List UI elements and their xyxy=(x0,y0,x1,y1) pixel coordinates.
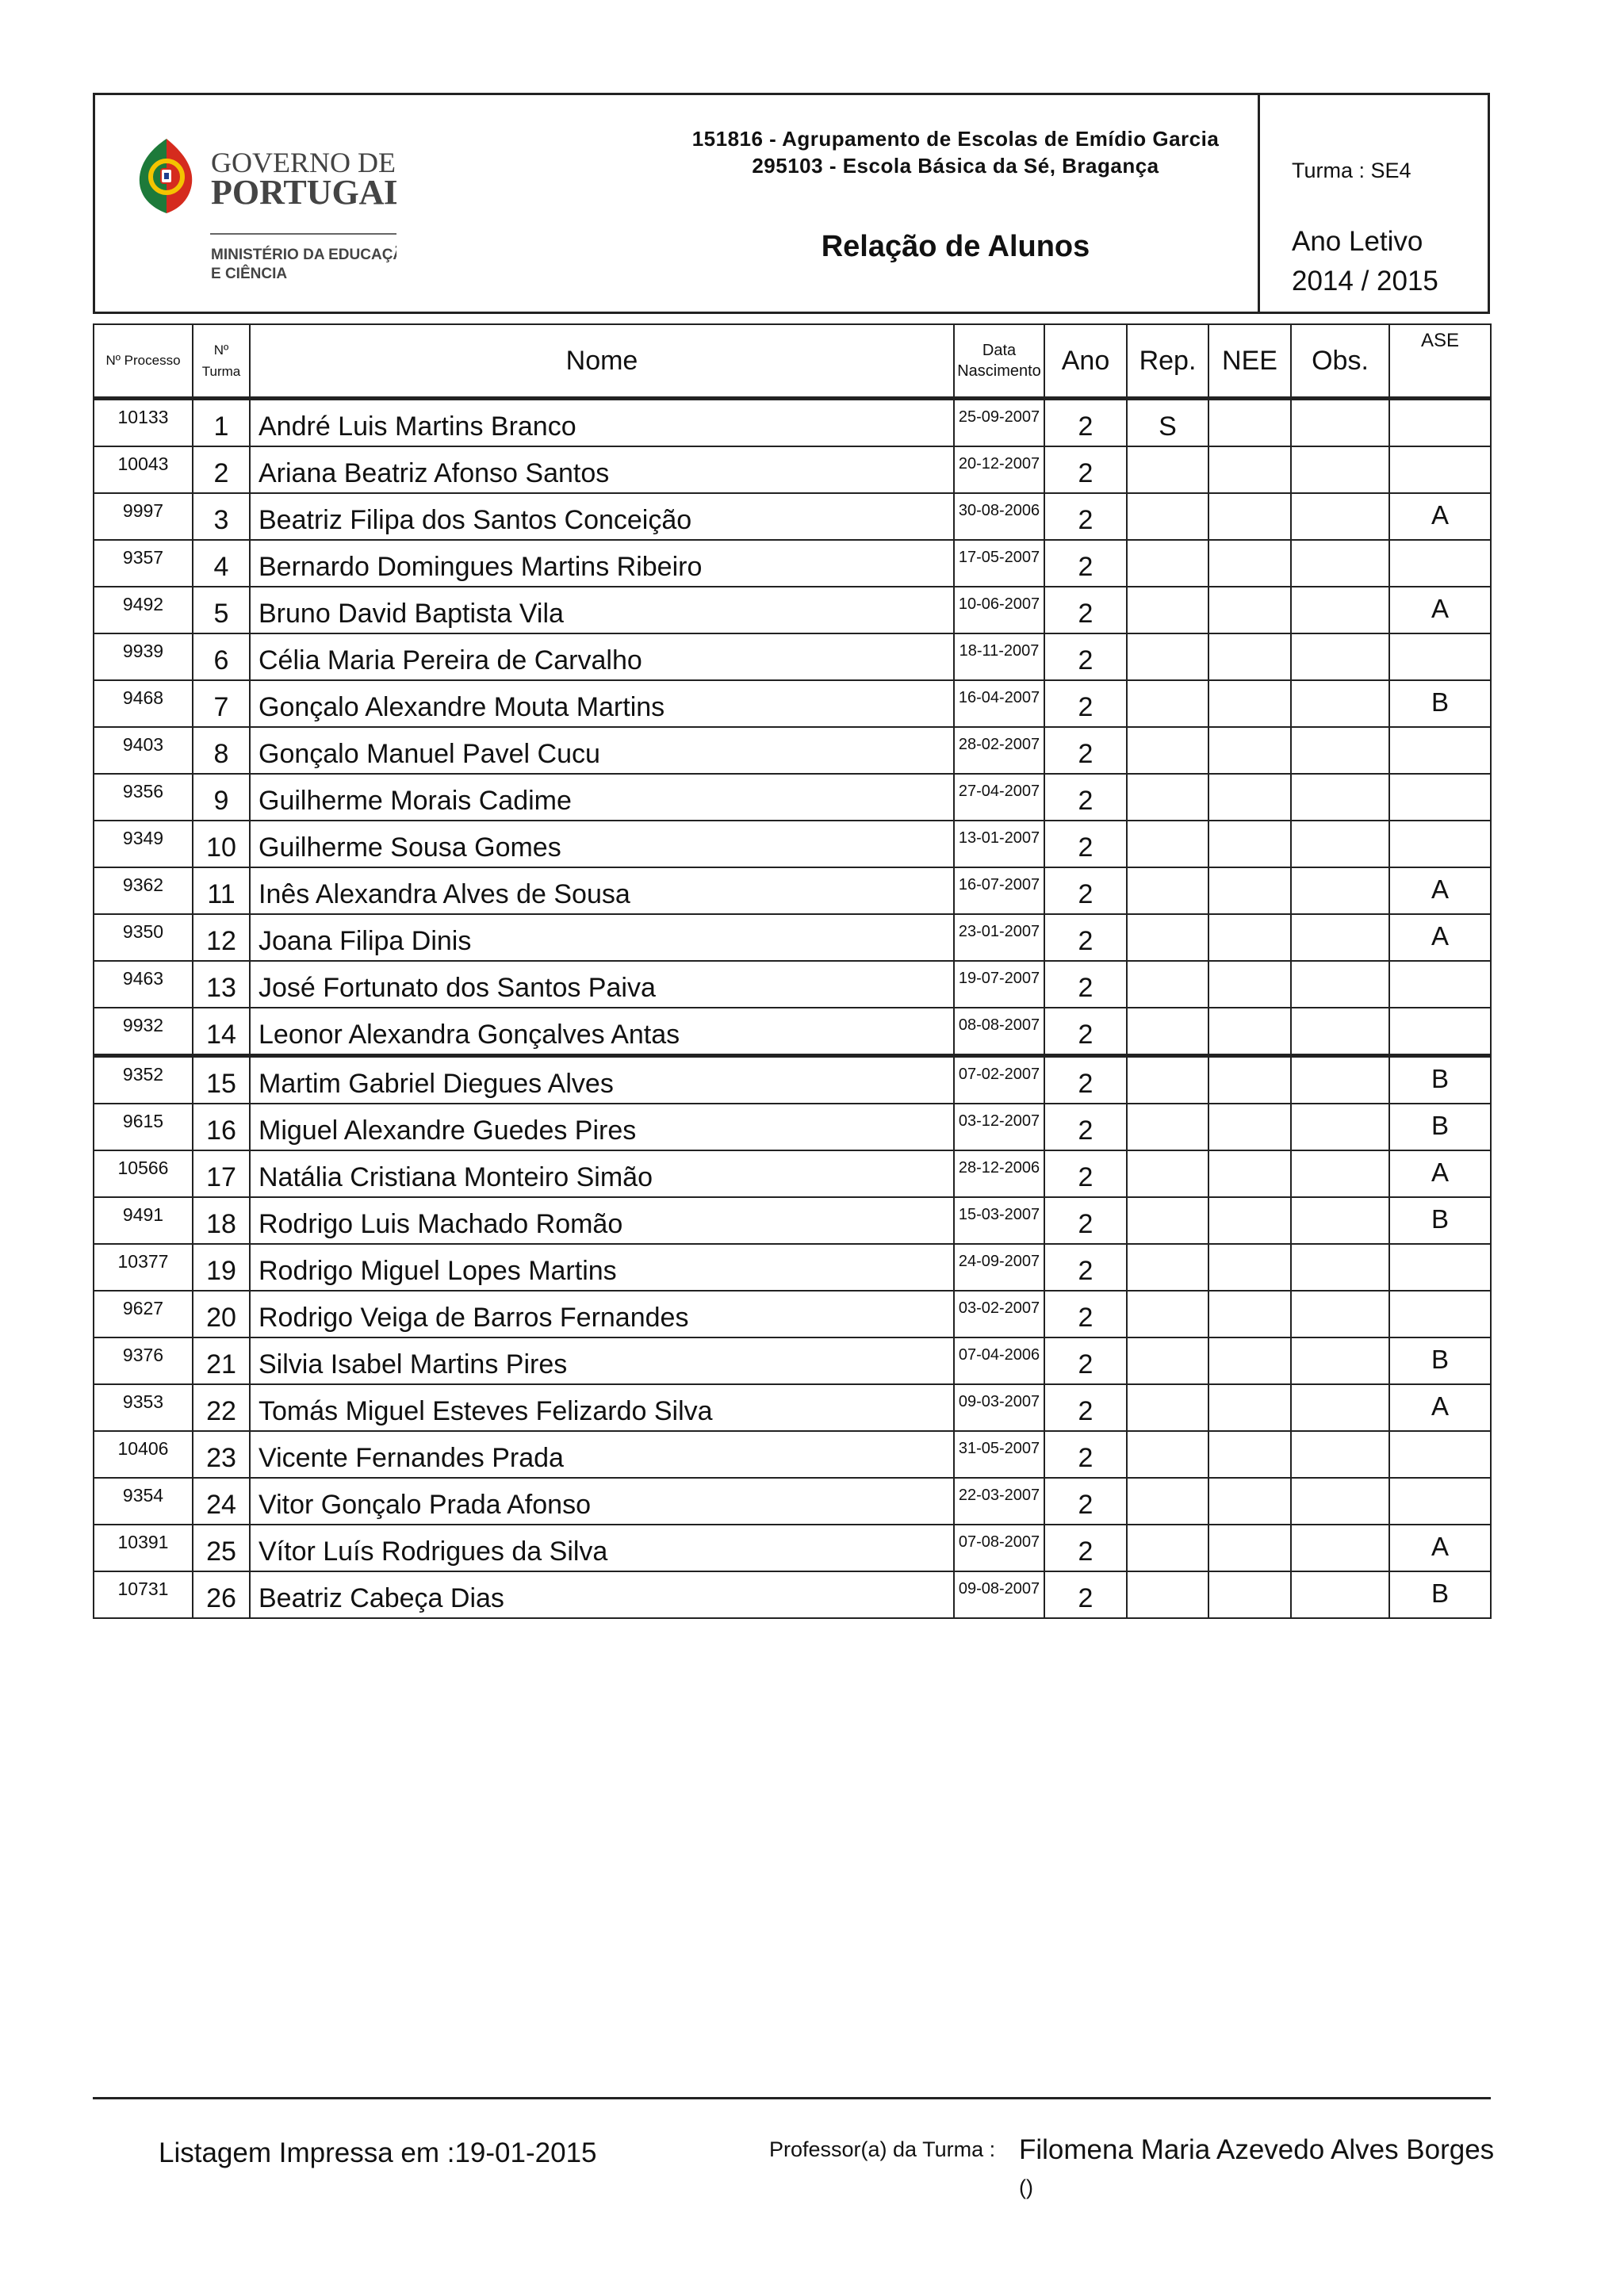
cell-nee xyxy=(1208,1525,1291,1571)
col-processo: Nº Processo xyxy=(94,324,193,399)
cell-nee xyxy=(1208,446,1291,493)
cell-obs xyxy=(1291,1478,1389,1525)
cell-ano: 2 xyxy=(1044,867,1127,914)
cell-rep xyxy=(1127,867,1208,914)
table-row xyxy=(94,446,1491,493)
cell-rep xyxy=(1127,1525,1208,1571)
cell-processo: 9492 xyxy=(94,587,193,633)
cell-nee xyxy=(1208,1337,1291,1384)
cell-obs xyxy=(1291,1150,1389,1197)
cell-nome: Gonçalo Manuel Pavel Cucu xyxy=(250,727,954,774)
cell-obs xyxy=(1291,727,1389,774)
cell-data-nascimento: 28-12-2006 xyxy=(954,1150,1044,1197)
cell-ano: 2 xyxy=(1044,1431,1127,1478)
cell-obs xyxy=(1291,1337,1389,1384)
cell-nee xyxy=(1208,587,1291,633)
cell-processo: 9403 xyxy=(94,727,193,774)
col-data-top: Data xyxy=(982,342,1017,359)
cell-obs xyxy=(1291,1525,1389,1571)
cell-ase xyxy=(1389,633,1491,680)
cell-processo: 9627 xyxy=(94,1291,193,1337)
cell-turma-num: 24 xyxy=(193,1478,250,1525)
cell-turma-num: 5 xyxy=(193,587,250,633)
cell-ase xyxy=(1389,821,1491,867)
cell-rep xyxy=(1127,1291,1208,1337)
cell-rep xyxy=(1127,774,1208,821)
cell-ano: 2 xyxy=(1044,1291,1127,1337)
cell-rep xyxy=(1127,1431,1208,1478)
cell-nome: Silvia Isabel Martins Pires xyxy=(250,1337,954,1384)
cell-rep xyxy=(1127,727,1208,774)
cell-data-nascimento: 25-09-2007 xyxy=(954,399,1044,447)
table-row xyxy=(94,1150,1491,1197)
cell-turma-num: 11 xyxy=(193,867,250,914)
cell-ano: 2 xyxy=(1044,1525,1127,1571)
cell-nee xyxy=(1208,680,1291,727)
cell-ase: A xyxy=(1389,1525,1491,1571)
table-row xyxy=(94,1291,1491,1337)
cell-obs xyxy=(1291,399,1389,447)
cell-ase xyxy=(1389,1431,1491,1478)
printed-date: Listagem Impressa em :19-01-2015 xyxy=(159,2137,597,2168)
cell-turma-num: 6 xyxy=(193,633,250,680)
cell-turma-num: 10 xyxy=(193,821,250,867)
cell-processo: 10391 xyxy=(94,1525,193,1571)
ministry-line1: MINISTÉRIO DA EDUCAÇÃO xyxy=(211,247,396,263)
cell-rep: S xyxy=(1127,399,1208,447)
ministry-line2: E CIÊNCIA xyxy=(211,266,288,282)
cell-turma-num: 16 xyxy=(193,1104,250,1150)
cell-processo: 9463 xyxy=(94,961,193,1008)
cell-turma-num: 7 xyxy=(193,680,250,727)
cell-nee xyxy=(1208,774,1291,821)
school-name: 295103 - Escola Básica da Sé, Bragança xyxy=(752,154,1159,178)
cell-ase xyxy=(1389,1478,1491,1525)
cell-nee xyxy=(1208,727,1291,774)
cell-nome: Vicente Fernandes Prada xyxy=(250,1431,954,1478)
cell-data-nascimento: 07-04-2006 xyxy=(954,1337,1044,1384)
cell-processo: 9357 xyxy=(94,540,193,587)
cell-nome: Célia Maria Pereira de Carvalho xyxy=(250,633,954,680)
cell-processo: 9615 xyxy=(94,1104,193,1150)
cell-nome: Ariana Beatriz Afonso Santos xyxy=(250,446,954,493)
cell-rep xyxy=(1127,493,1208,540)
cell-ase: B xyxy=(1389,680,1491,727)
cell-data-nascimento: 28-02-2007 xyxy=(954,727,1044,774)
cell-obs xyxy=(1291,867,1389,914)
cell-ano: 2 xyxy=(1044,1056,1127,1104)
cell-ano: 2 xyxy=(1044,1384,1127,1431)
col-nome: Nome xyxy=(250,324,954,399)
cell-nee xyxy=(1208,1150,1291,1197)
cell-nome: Guilherme Sousa Gomes xyxy=(250,821,954,867)
table-row xyxy=(94,914,1491,961)
cell-ano: 2 xyxy=(1044,1150,1127,1197)
cell-data-nascimento: 16-04-2007 xyxy=(954,680,1044,727)
cell-nome: Bernardo Domingues Martins Ribeiro xyxy=(250,540,954,587)
cell-data-nascimento: 30-08-2006 xyxy=(954,493,1044,540)
cell-turma-num: 13 xyxy=(193,961,250,1008)
header-right xyxy=(1258,95,1490,312)
cell-nee xyxy=(1208,1571,1291,1618)
table-row xyxy=(94,1104,1491,1150)
table-row xyxy=(94,1056,1491,1104)
table-row xyxy=(94,493,1491,540)
col-data xyxy=(954,324,1044,399)
cell-ase xyxy=(1389,774,1491,821)
cell-nome: Joana Filipa Dinis xyxy=(250,914,954,961)
cell-nome: Inês Alexandra Alves de Sousa xyxy=(250,867,954,914)
cell-ano: 2 xyxy=(1044,540,1127,587)
cell-processo: 9354 xyxy=(94,1478,193,1525)
cell-data-nascimento: 07-08-2007 xyxy=(954,1525,1044,1571)
col-obs: Obs. xyxy=(1291,324,1389,399)
cell-ano: 2 xyxy=(1044,1571,1127,1618)
cell-turma-num: 3 xyxy=(193,493,250,540)
cell-nee xyxy=(1208,961,1291,1008)
cell-turma-num: 2 xyxy=(193,446,250,493)
cell-ano: 2 xyxy=(1044,961,1127,1008)
cell-ase: B xyxy=(1389,1337,1491,1384)
footer-divider xyxy=(93,2097,1491,2099)
cell-processo: 9376 xyxy=(94,1337,193,1384)
cell-rep xyxy=(1127,961,1208,1008)
cell-obs xyxy=(1291,493,1389,540)
cell-rep xyxy=(1127,680,1208,727)
cell-obs xyxy=(1291,1197,1389,1244)
cell-turma-num: 20 xyxy=(193,1291,250,1337)
cell-nee xyxy=(1208,1104,1291,1150)
cell-nome: Miguel Alexandre Guedes Pires xyxy=(250,1104,954,1150)
cell-turma-num: 4 xyxy=(193,540,250,587)
cell-nome: Beatriz Filipa dos Santos Conceição xyxy=(250,493,954,540)
cell-data-nascimento: 19-07-2007 xyxy=(954,961,1044,1008)
cell-nee xyxy=(1208,1291,1291,1337)
cell-ano: 2 xyxy=(1044,587,1127,633)
cell-rep xyxy=(1127,1008,1208,1056)
table-row xyxy=(94,1197,1491,1244)
cell-obs xyxy=(1291,774,1389,821)
col-data-bottom: Nascimento xyxy=(957,362,1041,380)
students-table xyxy=(93,323,1492,1619)
professor-label: Professor(a) da Turma : xyxy=(769,2137,996,2161)
col-turma xyxy=(193,324,250,399)
cell-processo: 9356 xyxy=(94,774,193,821)
table-row xyxy=(94,1008,1491,1056)
cell-ano: 2 xyxy=(1044,1337,1127,1384)
cell-ase xyxy=(1389,1291,1491,1337)
flag-emblem-icon xyxy=(135,131,396,289)
cell-turma-num: 19 xyxy=(193,1244,250,1291)
cell-nome: Leonor Alexandra Gonçalves Antas xyxy=(250,1008,954,1056)
cell-rep xyxy=(1127,1104,1208,1150)
table-row xyxy=(94,867,1491,914)
cell-nee xyxy=(1208,633,1291,680)
cell-ano: 2 xyxy=(1044,680,1127,727)
cell-ase xyxy=(1389,540,1491,587)
cell-processo: 10133 xyxy=(94,399,193,447)
cell-ano: 2 xyxy=(1044,1244,1127,1291)
cell-obs xyxy=(1291,1056,1389,1104)
cell-obs xyxy=(1291,1104,1389,1150)
cell-ano: 2 xyxy=(1044,1104,1127,1150)
cell-ase: A xyxy=(1389,914,1491,961)
cell-nome: Rodrigo Veiga de Barros Fernandes xyxy=(250,1291,954,1337)
cell-nee xyxy=(1208,1008,1291,1056)
professor-name: Filomena Maria Azevedo Alves Borges xyxy=(1019,2134,1495,2165)
cell-ano: 2 xyxy=(1044,1197,1127,1244)
cell-processo: 10406 xyxy=(94,1431,193,1478)
cell-rep xyxy=(1127,1478,1208,1525)
ano-letivo-value: 2014 / 2015 xyxy=(1292,266,1438,297)
table-row xyxy=(94,1571,1491,1618)
cell-turma-num: 23 xyxy=(193,1431,250,1478)
table-row xyxy=(94,1525,1491,1571)
cell-data-nascimento: 20-12-2007 xyxy=(954,446,1044,493)
cell-turma-num: 18 xyxy=(193,1197,250,1244)
table-row xyxy=(94,1337,1491,1384)
cell-obs xyxy=(1291,961,1389,1008)
cell-data-nascimento: 18-11-2007 xyxy=(954,633,1044,680)
cell-turma-num: 25 xyxy=(193,1525,250,1571)
cell-ano: 2 xyxy=(1044,633,1127,680)
cell-processo: 9491 xyxy=(94,1197,193,1244)
cell-processo: 9939 xyxy=(94,633,193,680)
cell-nee xyxy=(1208,493,1291,540)
cell-ase: A xyxy=(1389,867,1491,914)
cell-data-nascimento: 07-02-2007 xyxy=(954,1056,1044,1104)
cell-turma-num: 12 xyxy=(193,914,250,961)
cell-data-nascimento: 03-02-2007 xyxy=(954,1291,1044,1337)
header-center xyxy=(531,95,1380,312)
cell-nome: Guilherme Morais Cadime xyxy=(250,774,954,821)
table-row xyxy=(94,1478,1491,1525)
cell-rep xyxy=(1127,1337,1208,1384)
cell-processo: 9468 xyxy=(94,680,193,727)
cell-ase: B xyxy=(1389,1571,1491,1618)
cell-rep xyxy=(1127,1197,1208,1244)
cell-data-nascimento: 09-03-2007 xyxy=(954,1384,1044,1431)
cell-ano: 2 xyxy=(1044,821,1127,867)
cell-ano: 2 xyxy=(1044,446,1127,493)
cell-rep xyxy=(1127,914,1208,961)
cell-ano: 2 xyxy=(1044,914,1127,961)
col-nee: NEE xyxy=(1208,324,1291,399)
cell-turma-num: 14 xyxy=(193,1008,250,1056)
cell-nee xyxy=(1208,1056,1291,1104)
cell-nee xyxy=(1208,399,1291,447)
cell-rep xyxy=(1127,446,1208,493)
cell-data-nascimento: 23-01-2007 xyxy=(954,914,1044,961)
cell-ano: 2 xyxy=(1044,399,1127,447)
table-row xyxy=(94,821,1491,867)
cell-data-nascimento: 09-08-2007 xyxy=(954,1571,1044,1618)
logo-line2: PORTUGAL xyxy=(211,173,396,212)
cell-turma-num: 21 xyxy=(193,1337,250,1384)
cell-rep xyxy=(1127,1244,1208,1291)
cell-nome: Rodrigo Miguel Lopes Martins xyxy=(250,1244,954,1291)
cell-processo: 9353 xyxy=(94,1384,193,1431)
cell-processo: 10043 xyxy=(94,446,193,493)
cell-nee xyxy=(1208,1431,1291,1478)
cell-nee xyxy=(1208,1384,1291,1431)
cell-processo: 10731 xyxy=(94,1571,193,1618)
cell-processo: 9349 xyxy=(94,821,193,867)
cell-nome: Tomás Miguel Esteves Felizardo Silva xyxy=(250,1384,954,1431)
cell-turma-num: 22 xyxy=(193,1384,250,1431)
table-row xyxy=(94,399,1491,447)
cell-turma-num: 1 xyxy=(193,399,250,447)
cell-rep xyxy=(1127,1571,1208,1618)
cell-data-nascimento: 27-04-2007 xyxy=(954,774,1044,821)
col-rep: Rep. xyxy=(1127,324,1208,399)
cell-ase: B xyxy=(1389,1197,1491,1244)
cell-turma-num: 15 xyxy=(193,1056,250,1104)
cell-nee xyxy=(1208,1197,1291,1244)
table-row xyxy=(94,1244,1491,1291)
cell-rep xyxy=(1127,633,1208,680)
cell-turma-num: 17 xyxy=(193,1150,250,1197)
table-row xyxy=(94,587,1491,633)
cell-data-nascimento: 15-03-2007 xyxy=(954,1197,1044,1244)
cell-ano: 2 xyxy=(1044,1478,1127,1525)
cell-nome: José Fortunato dos Santos Paiva xyxy=(250,961,954,1008)
cell-ano: 2 xyxy=(1044,774,1127,821)
cell-processo: 9350 xyxy=(94,914,193,961)
cell-ase xyxy=(1389,446,1491,493)
cell-nome: Vítor Luís Rodrigues da Silva xyxy=(250,1525,954,1571)
cell-processo: 9362 xyxy=(94,867,193,914)
cell-turma-num: 26 xyxy=(193,1571,250,1618)
cell-ano: 2 xyxy=(1044,493,1127,540)
students-body xyxy=(94,399,1491,1619)
cell-data-nascimento: 03-12-2007 xyxy=(954,1104,1044,1150)
cell-ase xyxy=(1389,1244,1491,1291)
col-ano: Ano xyxy=(1044,324,1127,399)
table-row xyxy=(94,961,1491,1008)
cell-rep xyxy=(1127,587,1208,633)
ano-letivo-label: Ano Letivo xyxy=(1292,226,1423,257)
cell-data-nascimento: 13-01-2007 xyxy=(954,821,1044,867)
cell-nome: André Luis Martins Branco xyxy=(250,399,954,447)
cell-obs xyxy=(1291,587,1389,633)
professor-sub: () xyxy=(1019,2175,1033,2199)
cell-obs xyxy=(1291,633,1389,680)
logo-line1: GOVERNO DE xyxy=(211,147,396,178)
cell-turma-num: 8 xyxy=(193,727,250,774)
school-group-name: 151816 - Agrupamento de Escolas de Emídio Garcia xyxy=(691,127,1220,151)
cell-ase: B xyxy=(1389,1104,1491,1150)
cell-rep xyxy=(1127,1384,1208,1431)
cell-processo: 10566 xyxy=(94,1150,193,1197)
cell-data-nascimento: 16-07-2007 xyxy=(954,867,1044,914)
cell-obs xyxy=(1291,446,1389,493)
turma-label: Turma : SE4 xyxy=(1292,159,1411,182)
cell-processo: 10377 xyxy=(94,1244,193,1291)
table-header-row xyxy=(94,324,1491,399)
cell-nome: Bruno David Baptista Vila xyxy=(250,587,954,633)
cell-rep xyxy=(1127,1150,1208,1197)
cell-data-nascimento: 08-08-2007 xyxy=(954,1008,1044,1056)
cell-nome: Beatriz Cabeça Dias xyxy=(250,1571,954,1618)
cell-nome: Gonçalo Alexandre Mouta Martins xyxy=(250,680,954,727)
cell-nome: Vitor Gonçalo Prada Afonso xyxy=(250,1478,954,1525)
document-header xyxy=(93,93,1490,314)
table-row xyxy=(94,1431,1491,1478)
cell-data-nascimento: 24-09-2007 xyxy=(954,1244,1044,1291)
cell-data-nascimento: 17-05-2007 xyxy=(954,540,1044,587)
cell-obs xyxy=(1291,1571,1389,1618)
cell-obs xyxy=(1291,680,1389,727)
cell-ase xyxy=(1389,1008,1491,1056)
table-row xyxy=(94,774,1491,821)
cell-ase xyxy=(1389,727,1491,774)
cell-nome: Martim Gabriel Diegues Alves xyxy=(250,1056,954,1104)
cell-obs xyxy=(1291,1244,1389,1291)
table-row xyxy=(94,727,1491,774)
cell-turma-num: 9 xyxy=(193,774,250,821)
cell-nee xyxy=(1208,1478,1291,1525)
cell-obs xyxy=(1291,1384,1389,1431)
cell-obs xyxy=(1291,540,1389,587)
cell-rep xyxy=(1127,540,1208,587)
table-row xyxy=(94,540,1491,587)
cell-processo: 9352 xyxy=(94,1056,193,1104)
col-ase: ASE xyxy=(1389,324,1491,399)
cell-data-nascimento: 10-06-2007 xyxy=(954,587,1044,633)
cell-ase: A xyxy=(1389,493,1491,540)
cell-obs xyxy=(1291,821,1389,867)
cell-nome: Natália Cristiana Monteiro Simão xyxy=(250,1150,954,1197)
cell-rep xyxy=(1127,821,1208,867)
cell-ano: 2 xyxy=(1044,727,1127,774)
table-row xyxy=(94,633,1491,680)
cell-processo: 9932 xyxy=(94,1008,193,1056)
cell-rep xyxy=(1127,1056,1208,1104)
cell-data-nascimento: 31-05-2007 xyxy=(954,1431,1044,1478)
col-turma-bottom: Turma xyxy=(201,364,241,379)
document-title: Relação de Alunos xyxy=(821,230,1090,263)
cell-nee xyxy=(1208,540,1291,587)
cell-nee xyxy=(1208,821,1291,867)
cell-ase xyxy=(1389,961,1491,1008)
cell-data-nascimento: 22-03-2007 xyxy=(954,1478,1044,1525)
cell-obs xyxy=(1291,1008,1389,1056)
cell-ase: A xyxy=(1389,1150,1491,1197)
table-row xyxy=(94,1384,1491,1431)
cell-nome: Rodrigo Luis Machado Romão xyxy=(250,1197,954,1244)
cell-ase: A xyxy=(1389,1384,1491,1431)
col-turma-top: Nº xyxy=(213,342,229,358)
cell-obs xyxy=(1291,1431,1389,1478)
cell-ase: A xyxy=(1389,587,1491,633)
cell-obs xyxy=(1291,1291,1389,1337)
cell-ano: 2 xyxy=(1044,1008,1127,1056)
cell-nee xyxy=(1208,1244,1291,1291)
table-row xyxy=(94,680,1491,727)
cell-nee xyxy=(1208,867,1291,914)
cell-processo: 9997 xyxy=(94,493,193,540)
government-logo xyxy=(135,131,396,289)
cell-nee xyxy=(1208,914,1291,961)
cell-ase xyxy=(1389,399,1491,447)
cell-obs xyxy=(1291,914,1389,961)
cell-ase: B xyxy=(1389,1056,1491,1104)
